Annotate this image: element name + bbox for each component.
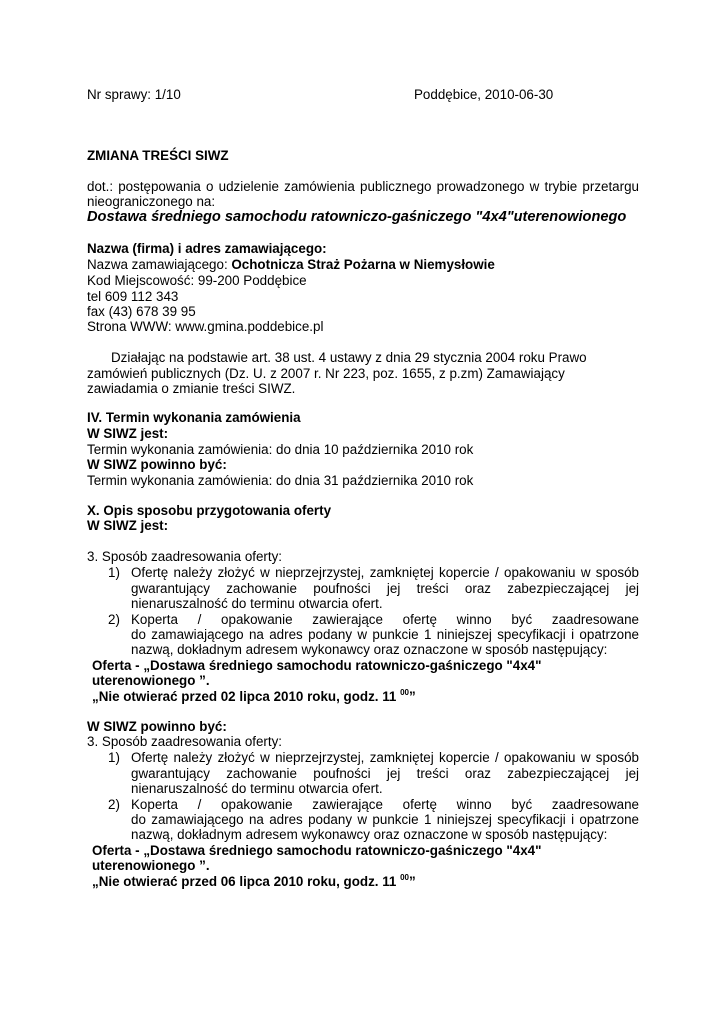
legal-line-1: Działając na podstawie art. 38 ust. 4 ustawy z dnia 29 stycznia 2004 roku Prawo [111,350,587,365]
should-item-1-line-3: nienaruszalność do terminu otwarcia ofert. [131,781,383,796]
should-offer-line-1: Oferta - „Dostawa średniego samochodu ratowniczo-gaśniczego "4x4" [92,843,542,858]
is-offer-deadline: „Nie otwierać przed 02 lipca 2010 roku, godz. 11 [92,689,401,704]
should-item-2-line-3: nazwą, dokładnym adresem wykonawcy oraz oznaczone w sposób następujący: [131,827,608,842]
place-date: Poddębice, 2010-06-30 [414,87,554,102]
is-offer-line-1: Oferta - „Dostawa średniego samochodu ratowniczo-gaśniczego "4x4" [92,658,542,673]
intro-line-2: nieograniczonego na: [87,194,216,209]
section-iv-heading: IV. Termin wykonania zamówienia [87,410,301,425]
should-offer-deadline: „Nie otwierać przed 06 lipca 2010 roku, godz. 11 [92,874,401,889]
contracting-www: Strona WWW: www.gmina.poddebice.pl [87,319,324,334]
is-item-2-number: 2) [108,612,120,627]
should-offer-line-3 [92,874,416,890]
section-x-is-label: W SIWZ jest: [87,518,169,533]
contracting-heading: Nazwa (firma) i adres zamawiającego: [87,241,327,256]
should-item-2-line-1: Koperta / opakowanie zawierające ofertę winno być zaadresowane [131,797,639,812]
should-item-1-line-2: gwarantujący zachowanie poufności jej treści oraz zabezpieczającej jej [131,766,639,781]
should-offer-line-2: uterenowionego ”. [92,858,210,873]
is-offer-minutes: 00 [400,688,410,697]
is-item-1-line-3: nienaruszalność do terminu otwarcia ofert. [131,596,383,611]
contracting-fax: fax (43) 678 39 95 [87,304,196,319]
document-title: ZMIANA TREŚCI SIWZ [87,148,229,163]
should-offer-quote-end: ” [409,874,416,889]
section-iv-is-label: W SIWZ jest: [87,426,169,441]
should-offer-minutes: 00 [400,873,410,882]
section-iv-should-label: W SIWZ powinno być: [87,457,227,472]
is-item-2-line-2: do zamawiającego na adres podany w punkcie 1 niniejszej specyfikacji i opatrzone [131,627,639,642]
should-item-1-number: 1) [108,750,120,765]
procurement-subject: Dostawa średniego samochodu ratowniczo-gaśniczego "4x4"uterenowionego [87,209,627,225]
is-offer-quote-end: ” [409,689,416,704]
legal-line-3: zawiadamia o zmianie treści SIWZ. [87,381,296,396]
is-offer-line-2: uterenowionego ”. [92,673,210,688]
is-item-1-line-2: gwarantujący zachowanie poufności jej treści oraz zabezpieczającej jej [131,581,639,596]
should-item-2-line-2: do zamawiającego na adres podany w punkcie 1 niniejszej specyfikacji i opatrzone [131,812,639,827]
contracting-name-value: Ochotnicza Straż Pożarna w Niemysłowie [231,257,495,272]
section-iv-is-text: Termin wykonania zamówienia: do dnia 10 października 2010 rok [87,442,474,457]
contracting-name [87,257,495,273]
legal-line-2: zamówień publicznych (Dz. U. z 2007 r. Nr 223, poz. 1655, z p.zm) Zamawiający [87,366,565,381]
is-item-2-line-3: nazwą, dokładnym adresem wykonawcy oraz oznaczone w sposób następujący: [131,642,608,657]
contracting-tel: tel 609 112 343 [87,289,179,304]
is-item-1-line-1: Ofertę należy złożyć w nieprzejrzystej, zamkniętej kopercie / opakowaniu w sposób [131,565,639,580]
should-point-3: 3. Sposób zaadresowania oferty: [87,734,283,749]
should-item-1-line-1: Ofertę należy złożyć w nieprzejrzystej, zamkniętej kopercie / opakowaniu w sposób [131,750,639,765]
intro-line-1: dot.: postępowania o udzielenie zamówienia publicznego prowadzonego w trybie przetargu [87,179,639,194]
section-x-should-label: W SIWZ powinno być: [87,719,227,734]
section-iv-should-text: Termin wykonania zamówienia: do dnia 31 października 2010 rok [87,473,474,488]
is-offer-line-3 [92,689,416,705]
section-x-heading: X. Opis sposobu przygotowania oferty [87,503,332,518]
contracting-postal: Kod Miejscowość: 99-200 Poddębice [87,273,307,288]
case-number: Nr sprawy: 1/10 [87,87,181,102]
is-item-2-line-1: Koperta / opakowanie zawierające ofertę winno być zaadresowane [131,612,639,627]
is-item-1-number: 1) [108,565,120,580]
should-item-2-number: 2) [108,797,120,812]
is-point-3: 3. Sposób zaadresowania oferty: [87,549,283,564]
contracting-name-label: Nazwa zamawiającego: [87,257,232,272]
